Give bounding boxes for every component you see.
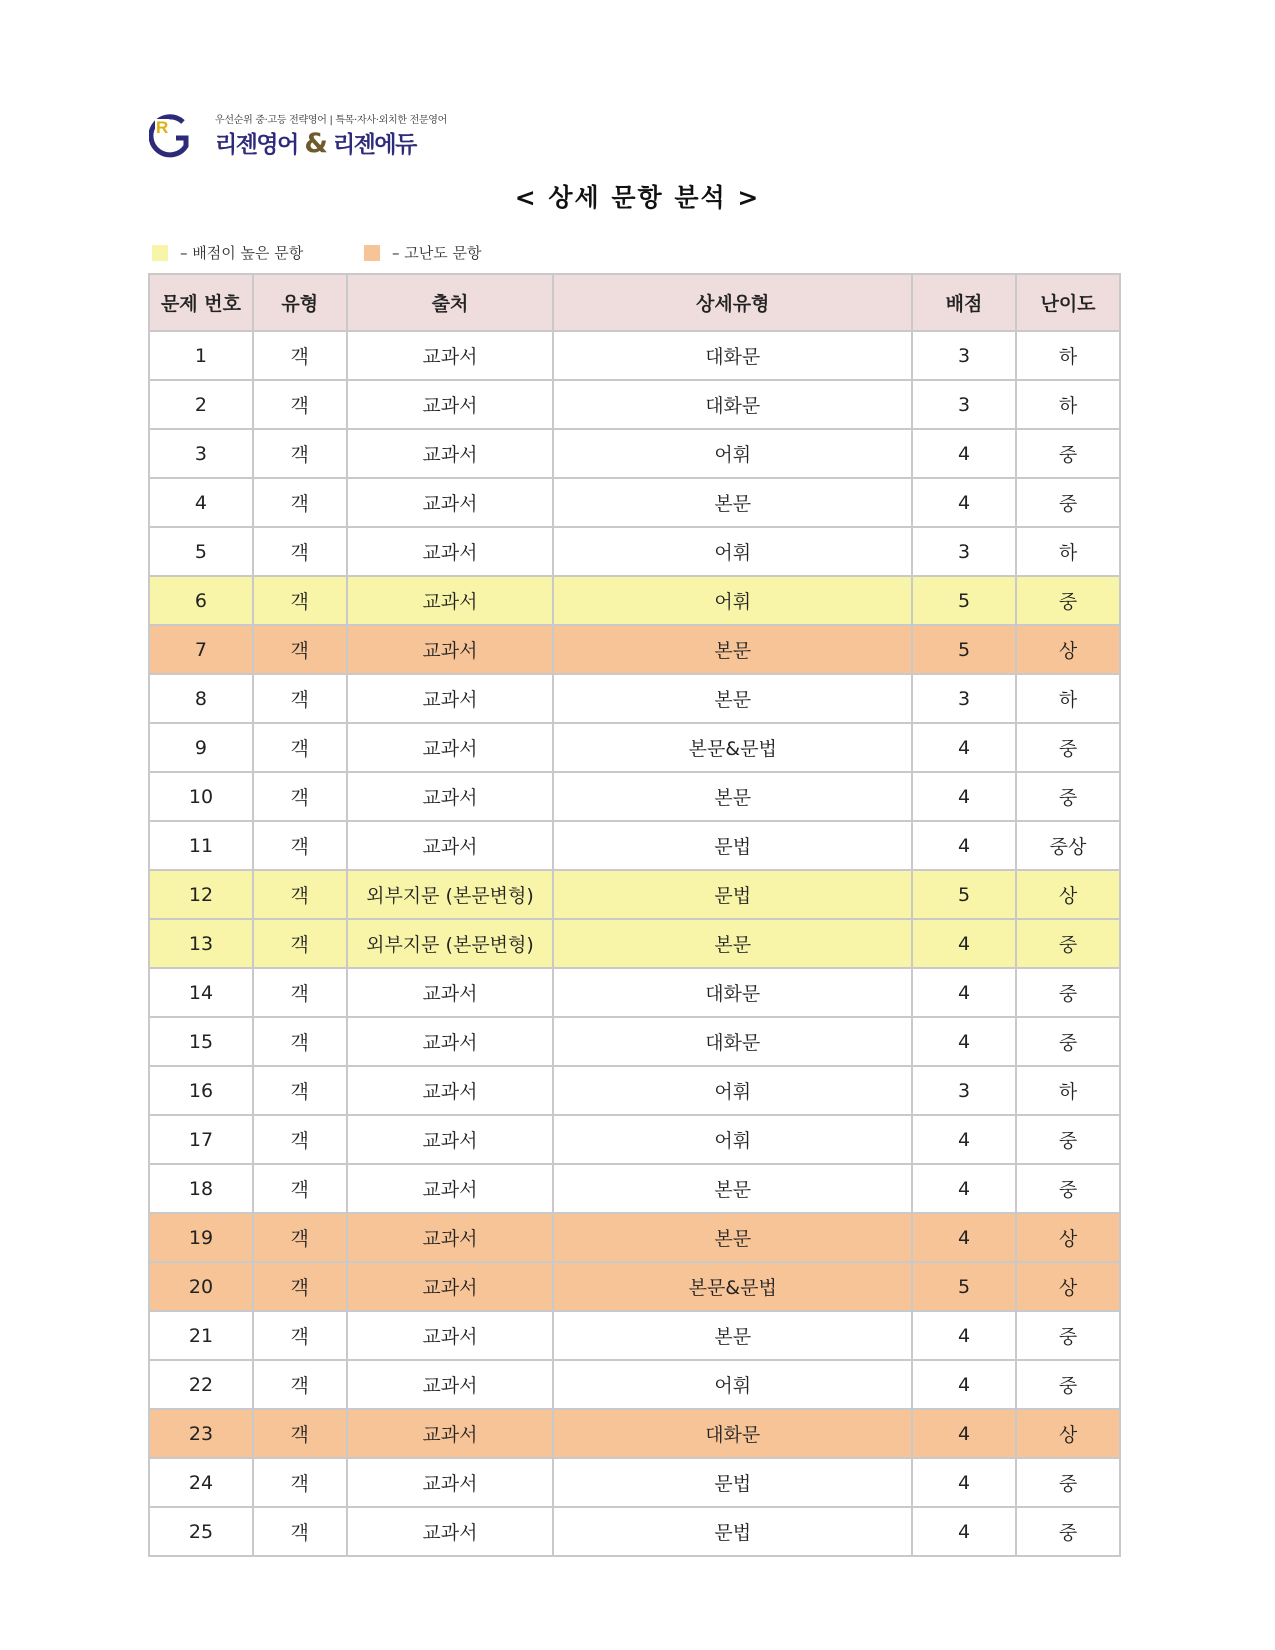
cell-type: 객 bbox=[253, 674, 347, 723]
cell-detail-type: 대화문 bbox=[553, 1017, 912, 1066]
cell-detail-type: 대화문 bbox=[553, 331, 912, 380]
cell-difficulty: 상 bbox=[1016, 625, 1120, 674]
cell-difficulty: 상 bbox=[1016, 1262, 1120, 1311]
logo-brand-amp: & bbox=[304, 128, 327, 159]
cell-number: 3 bbox=[149, 429, 253, 478]
cell-difficulty: 중 bbox=[1016, 429, 1120, 478]
cell-difficulty: 중 bbox=[1016, 1115, 1120, 1164]
table-row bbox=[149, 1409, 1120, 1458]
cell-difficulty: 하 bbox=[1016, 527, 1120, 576]
cell-difficulty: 하 bbox=[1016, 380, 1120, 429]
cell-difficulty: 중 bbox=[1016, 576, 1120, 625]
table-row bbox=[149, 1507, 1120, 1556]
cell-number: 12 bbox=[149, 870, 253, 919]
header-difficulty: 난이도 bbox=[1016, 274, 1120, 331]
table-header-row bbox=[149, 274, 1120, 331]
table-row bbox=[149, 478, 1120, 527]
cell-score: 4 bbox=[912, 1311, 1016, 1360]
cell-number: 4 bbox=[149, 478, 253, 527]
cell-source: 교과서 bbox=[347, 1164, 554, 1213]
cell-score: 5 bbox=[912, 1262, 1016, 1311]
table-row bbox=[149, 380, 1120, 429]
cell-difficulty: 중 bbox=[1016, 772, 1120, 821]
cell-type: 객 bbox=[253, 723, 347, 772]
cell-score: 4 bbox=[912, 1409, 1016, 1458]
cell-score: 4 bbox=[912, 919, 1016, 968]
cell-difficulty: 중상 bbox=[1016, 821, 1120, 870]
cell-difficulty: 중 bbox=[1016, 723, 1120, 772]
logo-wordmark bbox=[215, 126, 416, 159]
table-body bbox=[149, 331, 1120, 1556]
cell-type: 객 bbox=[253, 1458, 347, 1507]
cell-detail-type: 어휘 bbox=[553, 1115, 912, 1164]
legend-item-high-score bbox=[152, 242, 303, 263]
cell-number: 14 bbox=[149, 968, 253, 1017]
header-detail-type: 상세유형 bbox=[553, 274, 912, 331]
cell-type: 객 bbox=[253, 1164, 347, 1213]
cell-source: 교과서 bbox=[347, 1311, 554, 1360]
cell-score: 3 bbox=[912, 380, 1016, 429]
logo-mark-r: R bbox=[156, 118, 169, 137]
cell-difficulty: 상 bbox=[1016, 1213, 1120, 1262]
cell-detail-type: 본문 bbox=[553, 478, 912, 527]
cell-score: 4 bbox=[912, 723, 1016, 772]
cell-detail-type: 대화문 bbox=[553, 1409, 912, 1458]
cell-difficulty: 하 bbox=[1016, 1066, 1120, 1115]
cell-score: 4 bbox=[912, 968, 1016, 1017]
cell-number: 5 bbox=[149, 527, 253, 576]
cell-source: 교과서 bbox=[347, 1115, 554, 1164]
brand-logo bbox=[149, 111, 448, 161]
cell-type: 객 bbox=[253, 968, 347, 1017]
cell-source: 교과서 bbox=[347, 772, 554, 821]
cell-source: 교과서 bbox=[347, 576, 554, 625]
cell-difficulty: 중 bbox=[1016, 1507, 1120, 1556]
cell-source: 교과서 bbox=[347, 1066, 554, 1115]
cell-score: 3 bbox=[912, 674, 1016, 723]
cell-type: 객 bbox=[253, 1262, 347, 1311]
table-row bbox=[149, 1360, 1120, 1409]
cell-source: 외부지문 (본문변형) bbox=[347, 870, 554, 919]
cell-detail-type: 대화문 bbox=[553, 968, 912, 1017]
cell-score: 4 bbox=[912, 821, 1016, 870]
cell-score: 3 bbox=[912, 527, 1016, 576]
cell-source: 교과서 bbox=[347, 1507, 554, 1556]
cell-type: 객 bbox=[253, 1017, 347, 1066]
cell-detail-type: 본문 bbox=[553, 919, 912, 968]
table-row bbox=[149, 527, 1120, 576]
legend-label-high-score: – 배점이 높은 문항 bbox=[180, 244, 304, 262]
cell-score: 3 bbox=[912, 1066, 1016, 1115]
cell-detail-type: 문법 bbox=[553, 1458, 912, 1507]
cell-number: 6 bbox=[149, 576, 253, 625]
cell-type: 객 bbox=[253, 772, 347, 821]
cell-type: 객 bbox=[253, 576, 347, 625]
cell-type: 객 bbox=[253, 527, 347, 576]
cell-difficulty: 상 bbox=[1016, 870, 1120, 919]
analysis-table bbox=[148, 273, 1121, 1557]
cell-source: 교과서 bbox=[347, 1262, 554, 1311]
table-row bbox=[149, 576, 1120, 625]
cell-type: 객 bbox=[253, 478, 347, 527]
cell-source: 교과서 bbox=[347, 380, 554, 429]
cell-source: 교과서 bbox=[347, 723, 554, 772]
cell-number: 25 bbox=[149, 1507, 253, 1556]
cell-source: 교과서 bbox=[347, 968, 554, 1017]
cell-type: 객 bbox=[253, 1409, 347, 1458]
cell-number: 20 bbox=[149, 1262, 253, 1311]
logo-mark-icon bbox=[149, 113, 219, 161]
cell-source: 교과서 bbox=[347, 625, 554, 674]
table-row bbox=[149, 968, 1120, 1017]
cell-number: 17 bbox=[149, 1115, 253, 1164]
table-row bbox=[149, 1213, 1120, 1262]
table-row bbox=[149, 1458, 1120, 1507]
cell-difficulty: 하 bbox=[1016, 331, 1120, 380]
cell-detail-type: 어휘 bbox=[553, 1066, 912, 1115]
cell-type: 객 bbox=[253, 1213, 347, 1262]
cell-number: 16 bbox=[149, 1066, 253, 1115]
cell-difficulty: 중 bbox=[1016, 1458, 1120, 1507]
table-row bbox=[149, 772, 1120, 821]
table-row bbox=[149, 331, 1120, 380]
cell-number: 1 bbox=[149, 331, 253, 380]
cell-number: 13 bbox=[149, 919, 253, 968]
logo-brand-left: 리젠영어 bbox=[215, 132, 298, 158]
cell-detail-type: 본문 bbox=[553, 1311, 912, 1360]
table-row bbox=[149, 1164, 1120, 1213]
table-row bbox=[149, 821, 1120, 870]
cell-difficulty: 상 bbox=[1016, 1409, 1120, 1458]
cell-difficulty: 중 bbox=[1016, 968, 1120, 1017]
cell-type: 객 bbox=[253, 919, 347, 968]
cell-difficulty: 중 bbox=[1016, 1017, 1120, 1066]
cell-source: 교과서 bbox=[347, 478, 554, 527]
cell-score: 4 bbox=[912, 429, 1016, 478]
header-source: 출처 bbox=[347, 274, 554, 331]
cell-detail-type: 본문 bbox=[553, 1213, 912, 1262]
cell-score: 4 bbox=[912, 772, 1016, 821]
cell-source: 교과서 bbox=[347, 674, 554, 723]
cell-detail-type: 본문 bbox=[553, 625, 912, 674]
cell-type: 객 bbox=[253, 1360, 347, 1409]
cell-number: 18 bbox=[149, 1164, 253, 1213]
cell-detail-type: 어휘 bbox=[553, 576, 912, 625]
table-row bbox=[149, 1115, 1120, 1164]
cell-detail-type: 문법 bbox=[553, 870, 912, 919]
cell-type: 객 bbox=[253, 1507, 347, 1556]
cell-score: 5 bbox=[912, 625, 1016, 674]
cell-type: 객 bbox=[253, 1066, 347, 1115]
cell-score: 4 bbox=[912, 1458, 1016, 1507]
cell-source: 교과서 bbox=[347, 821, 554, 870]
cell-detail-type: 문법 bbox=[553, 821, 912, 870]
cell-number: 23 bbox=[149, 1409, 253, 1458]
cell-number: 11 bbox=[149, 821, 253, 870]
cell-number: 7 bbox=[149, 625, 253, 674]
table-row bbox=[149, 870, 1120, 919]
cell-source: 교과서 bbox=[347, 1017, 554, 1066]
logo-brand-right: 리젠에듀 bbox=[332, 132, 416, 158]
cell-source: 교과서 bbox=[347, 1409, 554, 1458]
cell-number: 2 bbox=[149, 380, 253, 429]
cell-type: 객 bbox=[253, 870, 347, 919]
table-row bbox=[149, 723, 1120, 772]
cell-number: 19 bbox=[149, 1213, 253, 1262]
cell-score: 4 bbox=[912, 1164, 1016, 1213]
cell-score: 3 bbox=[912, 331, 1016, 380]
cell-number: 8 bbox=[149, 674, 253, 723]
cell-difficulty: 중 bbox=[1016, 1164, 1120, 1213]
cell-score: 4 bbox=[912, 478, 1016, 527]
table-row bbox=[149, 1017, 1120, 1066]
cell-detail-type: 본문 bbox=[553, 1164, 912, 1213]
cell-source: 교과서 bbox=[347, 331, 554, 380]
cell-score: 4 bbox=[912, 1213, 1016, 1262]
cell-number: 22 bbox=[149, 1360, 253, 1409]
cell-number: 10 bbox=[149, 772, 253, 821]
table-row bbox=[149, 919, 1120, 968]
legend-swatch-yellow bbox=[152, 245, 168, 261]
cell-type: 객 bbox=[253, 380, 347, 429]
cell-score: 4 bbox=[912, 1115, 1016, 1164]
cell-detail-type: 본문 bbox=[553, 674, 912, 723]
cell-number: 15 bbox=[149, 1017, 253, 1066]
cell-type: 객 bbox=[253, 429, 347, 478]
cell-source: 교과서 bbox=[347, 429, 554, 478]
table-row bbox=[149, 1066, 1120, 1115]
cell-detail-type: 대화문 bbox=[553, 380, 912, 429]
header-score: 배점 bbox=[912, 274, 1016, 331]
cell-type: 객 bbox=[253, 625, 347, 674]
cell-detail-type: 어휘 bbox=[553, 1360, 912, 1409]
cell-type: 객 bbox=[253, 1115, 347, 1164]
cell-detail-type: 문법 bbox=[553, 1507, 912, 1556]
header-type: 유형 bbox=[253, 274, 347, 331]
cell-score: 5 bbox=[912, 870, 1016, 919]
cell-number: 21 bbox=[149, 1311, 253, 1360]
table-row bbox=[149, 1262, 1120, 1311]
cell-source: 교과서 bbox=[347, 527, 554, 576]
cell-difficulty: 중 bbox=[1016, 919, 1120, 968]
header-number: 문제 번호 bbox=[149, 274, 253, 331]
legend-item-hard bbox=[364, 242, 482, 263]
cell-type: 객 bbox=[253, 331, 347, 380]
cell-detail-type: 본문 bbox=[553, 772, 912, 821]
cell-detail-type: 어휘 bbox=[553, 527, 912, 576]
legend-swatch-orange bbox=[364, 245, 380, 261]
cell-score: 5 bbox=[912, 576, 1016, 625]
page-title: < 상세 문항 분석 > bbox=[514, 183, 761, 212]
cell-detail-type: 어휘 bbox=[553, 429, 912, 478]
cell-difficulty: 중 bbox=[1016, 1311, 1120, 1360]
cell-difficulty: 하 bbox=[1016, 674, 1120, 723]
cell-number: 9 bbox=[149, 723, 253, 772]
cell-score: 4 bbox=[912, 1507, 1016, 1556]
table-row bbox=[149, 674, 1120, 723]
cell-score: 4 bbox=[912, 1017, 1016, 1066]
cell-score: 4 bbox=[912, 1360, 1016, 1409]
cell-difficulty: 중 bbox=[1016, 1360, 1120, 1409]
cell-difficulty: 중 bbox=[1016, 478, 1120, 527]
cell-detail-type: 본문&문법 bbox=[553, 723, 912, 772]
cell-type: 객 bbox=[253, 1311, 347, 1360]
cell-source: 외부지문 (본문변형) bbox=[347, 919, 554, 968]
cell-type: 객 bbox=[253, 821, 347, 870]
cell-source: 교과서 bbox=[347, 1213, 554, 1262]
cell-detail-type: 본문&문법 bbox=[553, 1262, 912, 1311]
cell-source: 교과서 bbox=[347, 1458, 554, 1507]
logo-tagline: 우선순위 중·고등 전략영어 | 특목·자사·외치한 전문영어 bbox=[215, 115, 448, 126]
cell-source: 교과서 bbox=[347, 1360, 554, 1409]
table-row bbox=[149, 429, 1120, 478]
cell-number: 24 bbox=[149, 1458, 253, 1507]
table-row bbox=[149, 1311, 1120, 1360]
legend-label-hard: – 고난도 문항 bbox=[392, 244, 482, 262]
table-row bbox=[149, 625, 1120, 674]
